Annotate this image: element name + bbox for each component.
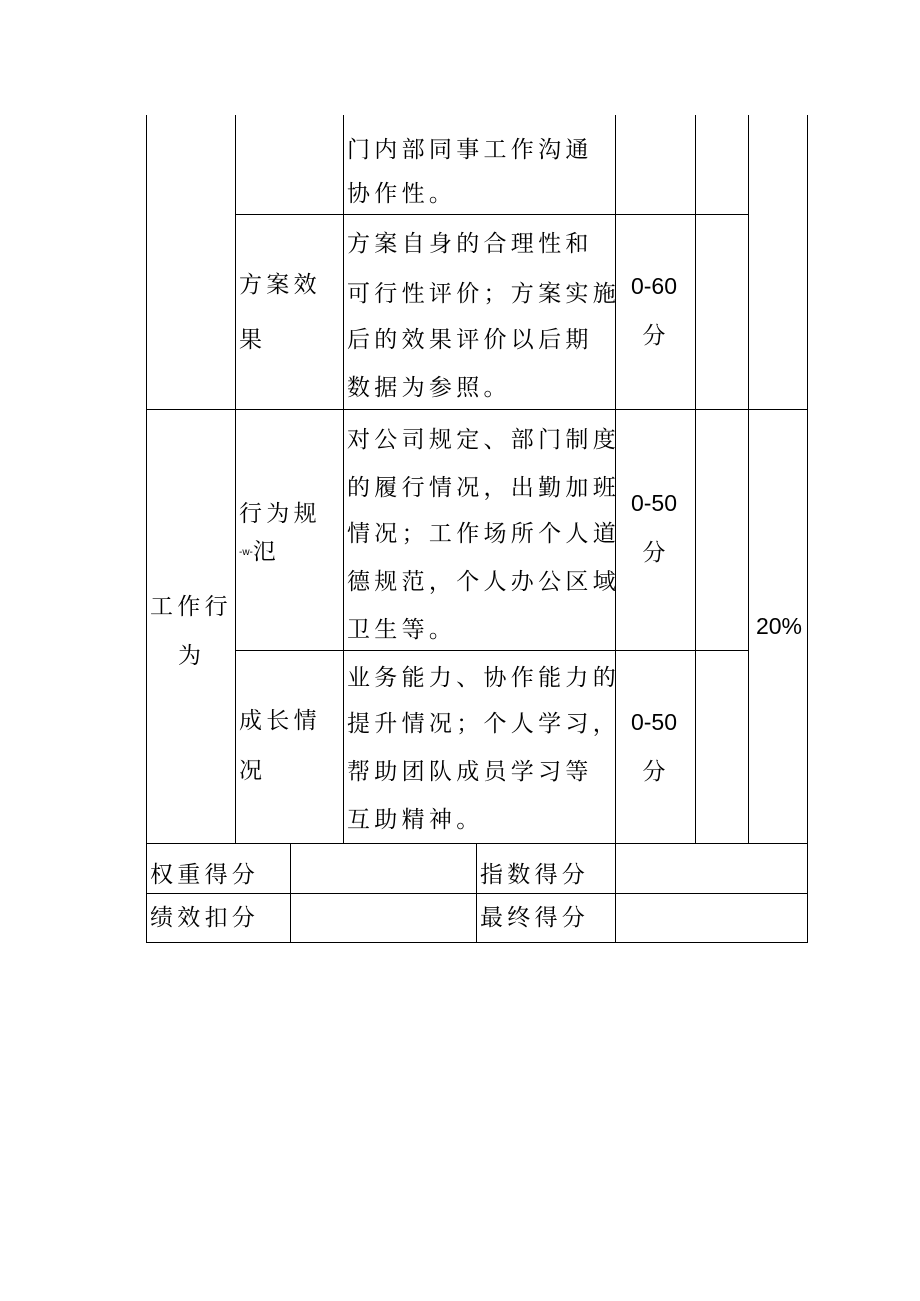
row4-description-line2: 提升情况；个人学习， [347, 711, 620, 737]
row3-score [614, 478, 694, 578]
row4-score [614, 697, 694, 797]
row2-score [614, 261, 694, 361]
summary-label-index-score: 指数得分 [480, 862, 590, 888]
row-divider-3 [235, 650, 748, 651]
table-divider-item [235, 115, 236, 843]
row-divider-1 [235, 214, 748, 215]
row4-item-line2: 况 [239, 758, 267, 784]
row1-description-line1: 门内部同事工作沟通 [347, 137, 593, 163]
row3-item-line2 [239, 528, 280, 577]
summary-label-deduction: 绩效扣分 [150, 905, 260, 931]
table-divider-description [343, 115, 344, 843]
row3-description-line4: 德规范，个人办公区域 [347, 569, 620, 595]
row4-description-line3: 帮助团队成员学习等 [347, 759, 593, 785]
table-border-left [146, 115, 147, 943]
row2-item-line2: 果 [239, 327, 267, 353]
row4-score-unit: 分 [642, 759, 666, 785]
row3-description-line5: 卫生等。 [347, 617, 457, 643]
row2-description-line4: 数据为参照。 [347, 375, 511, 401]
row3-item-line1: 行为规 [239, 501, 321, 527]
table-divider-blank [695, 115, 696, 843]
row4-description-line4: 互助精神。 [347, 807, 484, 833]
row3-score-unit: 分 [642, 540, 666, 566]
row3-description-line2: 的履行情况，出勤加班 [347, 475, 620, 501]
row2-description-line2: 可行性评价；方案实施 [347, 281, 620, 307]
table-border-right [807, 115, 808, 943]
table-divider-weight [748, 115, 749, 843]
row2-item-line1: 方案效 [239, 272, 321, 298]
row4-description-line1: 业务能力、协作能力的 [347, 665, 620, 691]
category-line1: 工作行 [150, 594, 232, 620]
summary-label-final-score: 最终得分 [480, 905, 590, 931]
row4-item-line1: 成长情 [239, 708, 321, 734]
row2-score-unit: 分 [642, 323, 666, 349]
row2-score-range: 0-60 [630, 273, 678, 299]
row2-description-line1: 方案自身的合理性和 [347, 231, 593, 257]
weight-value: 20% [755, 613, 803, 639]
row3-item-mark: -w- [239, 546, 253, 558]
row3-score-range: 0-50 [630, 490, 678, 516]
summary-label-weighted-score: 权重得分 [150, 862, 260, 888]
row3-description-line3: 情况；工作场所个人道 [347, 521, 620, 547]
row1-description-line2: 协作性。 [347, 181, 457, 207]
row4-score-range: 0-50 [630, 709, 678, 735]
row3-description-line1: 对公司规定、部门制度 [347, 427, 620, 453]
row2-description-line3: 后的效果评价以后期 [347, 327, 593, 353]
category-line2: 为 [178, 643, 206, 669]
row3-item-line2-text: 氾 [252, 539, 281, 565]
